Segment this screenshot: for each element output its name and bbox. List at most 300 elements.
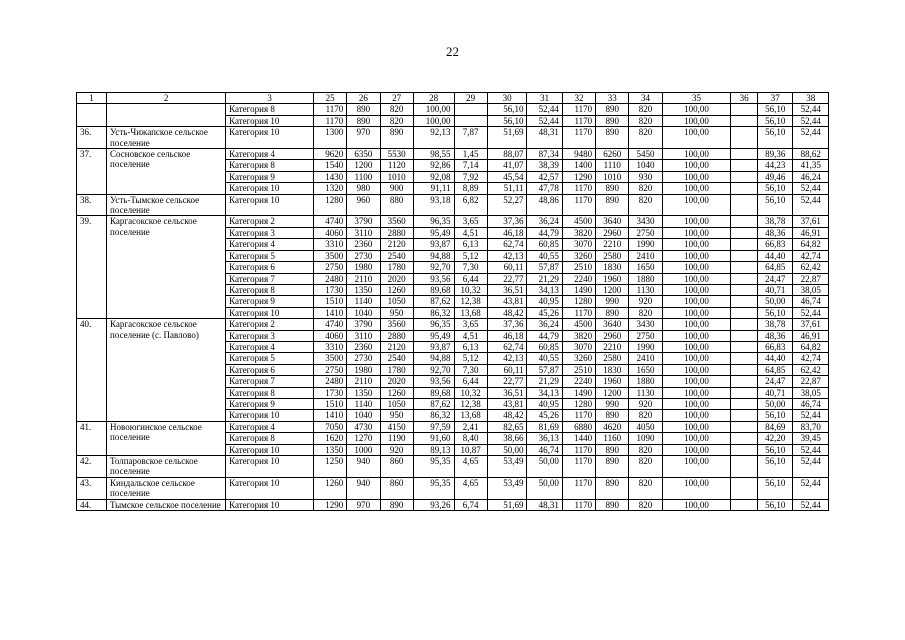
- value-cell: 3790: [347, 216, 380, 227]
- value-cell: [731, 456, 758, 478]
- value-cell: 100,00: [662, 149, 731, 160]
- value-cell: 5530: [380, 149, 413, 160]
- column-header: 25: [314, 93, 347, 104]
- value-cell: 46,91: [793, 330, 829, 341]
- category-cell: Категория 10: [226, 194, 314, 216]
- value-cell: 52,44: [793, 194, 829, 216]
- value-cell: 890: [380, 127, 413, 149]
- value-cell: 820: [629, 499, 662, 510]
- value-cell: 3,65: [454, 216, 487, 227]
- value-cell: 890: [596, 307, 629, 318]
- value-cell: 22,87: [793, 273, 829, 284]
- value-cell: 52,44: [793, 499, 829, 510]
- value-cell: 3820: [562, 330, 595, 341]
- value-cell: 890: [347, 104, 380, 115]
- value-cell: 62,74: [487, 341, 527, 352]
- value-cell: 4740: [314, 319, 347, 330]
- value-cell: 45,54: [487, 171, 527, 182]
- row-number: 44.: [77, 499, 107, 510]
- value-cell: 890: [596, 127, 629, 149]
- value-cell: 50,00: [527, 456, 562, 478]
- value-cell: 1490: [562, 284, 595, 295]
- category-cell: Категория 2: [226, 216, 314, 227]
- value-cell: 92,86: [413, 160, 454, 171]
- value-cell: 1430: [314, 171, 347, 182]
- value-cell: 1880: [629, 273, 662, 284]
- value-cell: 89,68: [413, 387, 454, 398]
- page-number: 22: [446, 44, 459, 59]
- value-cell: 96,35: [413, 216, 454, 227]
- value-cell: 48,31: [527, 127, 562, 149]
- value-cell: 1830: [596, 262, 629, 273]
- value-cell: 1170: [314, 115, 347, 126]
- value-cell: 7,87: [454, 127, 487, 149]
- row-number: 37.: [77, 149, 107, 195]
- value-cell: 4500: [562, 319, 595, 330]
- category-cell: Категория 2: [226, 319, 314, 330]
- value-cell: 42,20: [758, 433, 793, 444]
- value-cell: 100,00: [662, 364, 731, 375]
- value-cell: 1300: [314, 127, 347, 149]
- value-cell: 34,13: [527, 284, 562, 295]
- value-cell: 37,61: [793, 216, 829, 227]
- value-cell: 66,83: [758, 341, 793, 352]
- value-cell: 44,23: [758, 160, 793, 171]
- category-cell: Категория 10: [226, 307, 314, 318]
- row-number: 36.: [77, 127, 107, 149]
- value-cell: 93,18: [413, 194, 454, 216]
- row-number: 43.: [77, 477, 107, 499]
- value-cell: 86,32: [413, 410, 454, 421]
- value-cell: 52,44: [793, 456, 829, 478]
- value-cell: 3790: [347, 319, 380, 330]
- value-cell: 1050: [380, 296, 413, 307]
- value-cell: 1440: [562, 433, 595, 444]
- value-cell: 45,26: [527, 307, 562, 318]
- column-header: 31: [527, 93, 562, 104]
- value-cell: 12,38: [454, 296, 487, 307]
- value-cell: 1200: [596, 284, 629, 295]
- value-cell: [731, 183, 758, 194]
- value-cell: 4,65: [454, 477, 487, 499]
- value-cell: 42,57: [527, 171, 562, 182]
- value-cell: 950: [380, 410, 413, 421]
- value-cell: 100,00: [662, 104, 731, 115]
- value-cell: [731, 194, 758, 216]
- value-cell: 97,59: [413, 421, 454, 432]
- value-cell: 920: [629, 398, 662, 409]
- value-cell: 95,49: [413, 227, 454, 238]
- value-cell: 93,87: [413, 341, 454, 352]
- value-cell: [731, 353, 758, 364]
- value-cell: 47,78: [527, 183, 562, 194]
- value-cell: 38,05: [793, 284, 829, 295]
- value-cell: 1140: [347, 398, 380, 409]
- column-header: 36: [731, 93, 758, 104]
- value-cell: 24,47: [758, 376, 793, 387]
- value-cell: 13,68: [454, 307, 487, 318]
- value-cell: [731, 160, 758, 171]
- value-cell: 100,00: [662, 171, 731, 182]
- value-cell: 4,51: [454, 330, 487, 341]
- value-cell: 1990: [629, 341, 662, 352]
- value-cell: 84,69: [758, 421, 793, 432]
- value-cell: 950: [380, 307, 413, 318]
- category-cell: Категория 10: [226, 477, 314, 499]
- value-cell: 820: [629, 115, 662, 126]
- value-cell: 3260: [562, 250, 595, 261]
- value-cell: 38,39: [527, 160, 562, 171]
- category-cell: Категория 6: [226, 364, 314, 375]
- value-cell: 1250: [314, 456, 347, 478]
- value-cell: 92,13: [413, 127, 454, 149]
- value-cell: 51,69: [487, 127, 527, 149]
- value-cell: 4,51: [454, 227, 487, 238]
- value-cell: 46,74: [527, 444, 562, 455]
- value-cell: 48,36: [758, 330, 793, 341]
- value-cell: 89,36: [758, 149, 793, 160]
- value-cell: 100,00: [662, 284, 731, 295]
- table-row: [77, 194, 829, 216]
- value-cell: 92,70: [413, 364, 454, 375]
- value-cell: 100,00: [662, 477, 731, 499]
- column-header: 26: [347, 93, 380, 104]
- value-cell: 1160: [596, 433, 629, 444]
- value-cell: [731, 262, 758, 273]
- value-cell: 1350: [347, 387, 380, 398]
- value-cell: 48,42: [487, 410, 527, 421]
- value-cell: 38,78: [758, 319, 793, 330]
- value-cell: 890: [596, 410, 629, 421]
- value-cell: 890: [596, 183, 629, 194]
- value-cell: [731, 376, 758, 387]
- value-cell: 2750: [314, 262, 347, 273]
- value-cell: 60,85: [527, 239, 562, 250]
- value-cell: 1200: [347, 160, 380, 171]
- value-cell: 1260: [380, 284, 413, 295]
- category-cell: Категория 10: [226, 127, 314, 149]
- value-cell: 100,00: [662, 433, 731, 444]
- settlement-name: Каргасокское сельское поселение (с. Павлово): [107, 319, 226, 422]
- value-cell: 43,81: [487, 398, 527, 409]
- settlement-name: Киндальское сельское поселение: [107, 477, 226, 499]
- value-cell: [731, 115, 758, 126]
- value-cell: 2510: [562, 262, 595, 273]
- value-cell: 3260: [562, 353, 595, 364]
- value-cell: 92,70: [413, 262, 454, 273]
- value-cell: 94,88: [413, 353, 454, 364]
- value-cell: 37,61: [793, 319, 829, 330]
- value-cell: 50,00: [758, 398, 793, 409]
- value-cell: 44,40: [758, 353, 793, 364]
- value-cell: 1170: [562, 410, 595, 421]
- value-cell: 1980: [347, 364, 380, 375]
- value-cell: 2110: [347, 273, 380, 284]
- value-cell: 880: [380, 194, 413, 216]
- value-cell: 36,13: [527, 433, 562, 444]
- value-cell: 52,44: [527, 104, 562, 115]
- value-cell: 1040: [629, 160, 662, 171]
- value-cell: 100,00: [662, 227, 731, 238]
- settlement-name: Толпаровское сельское поселение: [107, 456, 226, 478]
- value-cell: 1120: [380, 160, 413, 171]
- value-cell: 820: [629, 127, 662, 149]
- value-cell: 6,44: [454, 376, 487, 387]
- value-cell: 46,18: [487, 330, 527, 341]
- table-row: [77, 149, 829, 160]
- value-cell: [731, 477, 758, 499]
- value-cell: 89,13: [413, 444, 454, 455]
- value-cell: 46,74: [793, 398, 829, 409]
- value-cell: [731, 341, 758, 352]
- settlement-name: Тымское сельское поселение: [107, 499, 226, 510]
- category-cell: Категория 9: [226, 296, 314, 307]
- value-cell: 960: [347, 194, 380, 216]
- value-cell: [731, 307, 758, 318]
- row-number: [77, 104, 107, 127]
- value-cell: 1510: [314, 398, 347, 409]
- value-cell: 1730: [314, 284, 347, 295]
- value-cell: 50,00: [527, 477, 562, 499]
- value-cell: 7050: [314, 421, 347, 432]
- value-cell: [731, 273, 758, 284]
- value-cell: 2240: [562, 273, 595, 284]
- value-cell: 1010: [380, 171, 413, 182]
- value-cell: 820: [629, 307, 662, 318]
- value-cell: 50,00: [758, 296, 793, 307]
- value-cell: 970: [347, 127, 380, 149]
- value-cell: 44,79: [527, 330, 562, 341]
- row-number: 38.: [77, 194, 107, 216]
- value-cell: 36,24: [527, 319, 562, 330]
- value-cell: 52,27: [487, 194, 527, 216]
- value-cell: 21,29: [527, 273, 562, 284]
- value-cell: 100,00: [662, 262, 731, 273]
- value-cell: 1350: [347, 284, 380, 295]
- value-cell: 89,68: [413, 284, 454, 295]
- column-header: 29: [454, 93, 487, 104]
- value-cell: 2360: [347, 239, 380, 250]
- value-cell: 2880: [380, 227, 413, 238]
- value-cell: 3070: [562, 239, 595, 250]
- value-cell: 1960: [596, 376, 629, 387]
- value-cell: 1130: [629, 284, 662, 295]
- value-cell: 46,18: [487, 227, 527, 238]
- value-cell: 22,77: [487, 376, 527, 387]
- value-cell: 100,00: [662, 216, 731, 227]
- value-cell: 820: [629, 444, 662, 455]
- value-cell: 88,07: [487, 149, 527, 160]
- value-cell: 820: [629, 477, 662, 499]
- category-cell: Категория 3: [226, 227, 314, 238]
- value-cell: 2110: [347, 376, 380, 387]
- value-cell: 100,00: [662, 273, 731, 284]
- value-cell: 36,24: [527, 216, 562, 227]
- value-cell: 40,95: [527, 296, 562, 307]
- settlement-name: Усть-Чижапское сельское поселение: [107, 127, 226, 149]
- value-cell: 2480: [314, 273, 347, 284]
- value-cell: 22,87: [793, 376, 829, 387]
- category-cell: Категория 8: [226, 284, 314, 295]
- value-cell: 52,44: [793, 183, 829, 194]
- table-row: [77, 421, 829, 432]
- value-cell: 2480: [314, 376, 347, 387]
- value-cell: 100,00: [662, 319, 731, 330]
- value-cell: 100,00: [662, 127, 731, 149]
- value-cell: 82,65: [487, 421, 527, 432]
- value-cell: 1260: [380, 387, 413, 398]
- value-cell: 1320: [314, 183, 347, 194]
- value-cell: 62,74: [487, 239, 527, 250]
- value-cell: 6,74: [454, 499, 487, 510]
- value-cell: 40,71: [758, 387, 793, 398]
- value-cell: 40,71: [758, 284, 793, 295]
- column-header: 34: [629, 93, 662, 104]
- row-number: 39.: [77, 216, 107, 319]
- value-cell: 42,74: [793, 353, 829, 364]
- value-cell: 820: [629, 104, 662, 115]
- value-cell: 52,44: [793, 444, 829, 455]
- settlement-name: Новоюгинское сельское поселение: [107, 421, 226, 455]
- value-cell: 820: [380, 115, 413, 126]
- value-cell: 60,11: [487, 262, 527, 273]
- category-cell: Категория 4: [226, 239, 314, 250]
- value-cell: 1290: [314, 499, 347, 510]
- settlement-name: [107, 104, 226, 127]
- value-cell: 42,74: [793, 250, 829, 261]
- value-cell: 1170: [562, 183, 595, 194]
- value-cell: 1040: [347, 410, 380, 421]
- category-cell: Категория 10: [226, 183, 314, 194]
- value-cell: 91,11: [413, 183, 454, 194]
- value-cell: 52,44: [793, 410, 829, 421]
- value-cell: 51,11: [487, 183, 527, 194]
- value-cell: [731, 239, 758, 250]
- value-cell: 81,69: [527, 421, 562, 432]
- value-cell: 890: [347, 115, 380, 126]
- value-cell: 2240: [562, 376, 595, 387]
- value-cell: 6,13: [454, 341, 487, 352]
- value-cell: 4740: [314, 216, 347, 227]
- value-cell: 45,26: [527, 410, 562, 421]
- value-cell: 100,00: [662, 376, 731, 387]
- value-cell: 3500: [314, 353, 347, 364]
- value-cell: 820: [629, 183, 662, 194]
- value-cell: 42,13: [487, 250, 527, 261]
- value-cell: 1170: [562, 477, 595, 499]
- value-cell: 1,45: [454, 149, 487, 160]
- category-cell: Категория 8: [226, 387, 314, 398]
- value-cell: 1170: [314, 104, 347, 115]
- value-cell: 1110: [596, 160, 629, 171]
- value-cell: 100,00: [662, 499, 731, 510]
- value-cell: 3310: [314, 341, 347, 352]
- value-cell: 2120: [380, 239, 413, 250]
- value-cell: 920: [629, 296, 662, 307]
- value-cell: 890: [596, 115, 629, 126]
- value-cell: 3560: [380, 319, 413, 330]
- value-cell: 93,87: [413, 239, 454, 250]
- value-cell: 6260: [596, 149, 629, 160]
- value-cell: 1280: [562, 398, 595, 409]
- value-cell: 820: [629, 410, 662, 421]
- settlement-name: Каргасокское сельское поселение: [107, 216, 226, 319]
- value-cell: 52,44: [793, 104, 829, 115]
- value-cell: 1490: [562, 387, 595, 398]
- row-number: 41.: [77, 421, 107, 455]
- value-cell: 5450: [629, 149, 662, 160]
- value-cell: 37,36: [487, 216, 527, 227]
- value-cell: 64,82: [793, 341, 829, 352]
- value-cell: 50,00: [487, 444, 527, 455]
- value-cell: 1830: [596, 364, 629, 375]
- value-cell: 100,00: [662, 239, 731, 250]
- value-cell: 100,00: [662, 296, 731, 307]
- value-cell: 13,68: [454, 410, 487, 421]
- value-cell: 1960: [596, 273, 629, 284]
- value-cell: 1400: [562, 160, 595, 171]
- value-cell: 52,44: [793, 477, 829, 499]
- settlement-name: Сосновское сельское поселение: [107, 149, 226, 195]
- value-cell: 100,00: [662, 387, 731, 398]
- value-cell: [731, 499, 758, 510]
- value-cell: 48,86: [527, 194, 562, 216]
- value-cell: [731, 284, 758, 295]
- value-cell: 1650: [629, 262, 662, 273]
- value-cell: 1170: [562, 499, 595, 510]
- value-cell: 56,10: [758, 115, 793, 126]
- value-cell: 9480: [562, 149, 595, 160]
- value-cell: 56,10: [758, 307, 793, 318]
- value-cell: 88,62: [793, 149, 829, 160]
- value-cell: 820: [380, 104, 413, 115]
- category-cell: Категория 10: [226, 444, 314, 455]
- value-cell: 37,36: [487, 319, 527, 330]
- value-cell: 1000: [347, 444, 380, 455]
- value-cell: [731, 433, 758, 444]
- value-cell: 2410: [629, 250, 662, 261]
- value-cell: 1140: [347, 296, 380, 307]
- value-cell: 1170: [562, 444, 595, 455]
- value-cell: 4060: [314, 227, 347, 238]
- column-header: 30: [487, 93, 527, 104]
- column-header: 28: [413, 93, 454, 104]
- value-cell: 6,44: [454, 273, 487, 284]
- value-cell: 1170: [562, 194, 595, 216]
- category-cell: Категория 8: [226, 433, 314, 444]
- value-cell: 2750: [629, 330, 662, 341]
- value-cell: 36,51: [487, 387, 527, 398]
- value-cell: 66,83: [758, 239, 793, 250]
- value-cell: 940: [347, 477, 380, 499]
- value-cell: 7,30: [454, 262, 487, 273]
- value-cell: 940: [347, 456, 380, 478]
- value-cell: 53,49: [487, 456, 527, 478]
- value-cell: 3,65: [454, 319, 487, 330]
- category-cell: Категория 4: [226, 341, 314, 352]
- table-row: [77, 477, 829, 499]
- value-cell: 1100: [347, 171, 380, 182]
- value-cell: [731, 104, 758, 115]
- category-cell: Категория 5: [226, 250, 314, 261]
- category-cell: Категория 4: [226, 421, 314, 432]
- table-row: [77, 104, 829, 115]
- value-cell: 100,00: [413, 115, 454, 126]
- value-cell: 5,12: [454, 250, 487, 261]
- value-cell: 57,87: [527, 262, 562, 273]
- value-cell: 890: [596, 499, 629, 510]
- value-cell: 2540: [380, 353, 413, 364]
